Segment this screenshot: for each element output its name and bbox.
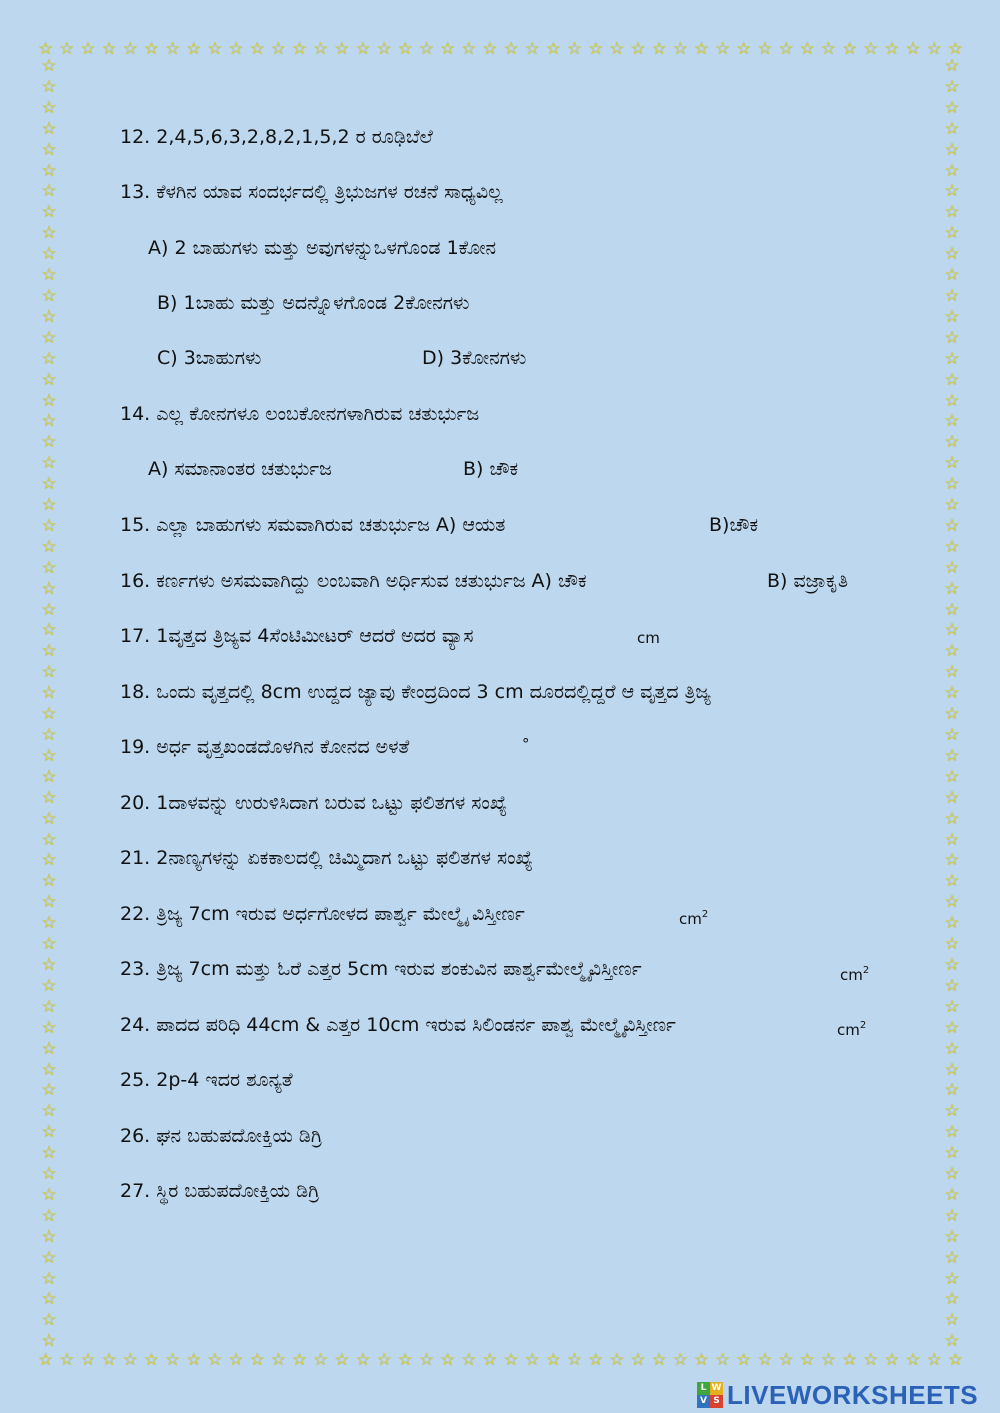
star-icon: ☆ bbox=[41, 1331, 57, 1351]
star-icon: ☆ bbox=[334, 1349, 350, 1370]
question-13-option-c: C) 3ಬಾಹುಗಳು bbox=[157, 347, 262, 369]
star-icon: ☆ bbox=[841, 1349, 858, 1370]
star-icon: ☆ bbox=[944, 662, 960, 683]
question-13-option-d: D) 3ಕೋನಗಳು bbox=[422, 347, 527, 369]
star-icon: ☆ bbox=[944, 829, 960, 850]
star-icon: ☆ bbox=[41, 578, 57, 599]
star-icon: ☆ bbox=[41, 495, 57, 516]
star-icon: ☆ bbox=[841, 38, 858, 59]
star-icon: ☆ bbox=[41, 244, 57, 265]
question-18: 18. ಒಂದು ವೃತ್ತದಲ್ಲಿ 8cm ಉದ್ದದ ಜ್ಯಾವು ಕೇಂದ್ರದಿಂದ 3 cm ದೂರದಲ್ಲಿದ್ದರೆ ಆ ವೃತ್ತದ ತ್ರಿಜ್ಯ bbox=[120, 681, 711, 703]
star-icon: ☆ bbox=[101, 1349, 117, 1370]
star-icon: ☆ bbox=[944, 160, 960, 181]
star-icon: ☆ bbox=[249, 38, 265, 59]
star-icon: ☆ bbox=[609, 38, 625, 59]
star-icon: ☆ bbox=[41, 97, 57, 118]
liveworksheets-logo bbox=[697, 1378, 978, 1412]
star-icon: ☆ bbox=[944, 327, 960, 348]
star-icon: ☆ bbox=[41, 808, 57, 829]
star-icon: ☆ bbox=[630, 1349, 646, 1370]
star-icon: ☆ bbox=[926, 1349, 942, 1370]
star-icon: ☆ bbox=[944, 766, 960, 787]
star-icon: ☆ bbox=[944, 348, 960, 369]
star-icon: ☆ bbox=[715, 1349, 731, 1370]
star-icon: ☆ bbox=[863, 1349, 879, 1370]
star-icon: ☆ bbox=[41, 1226, 57, 1247]
star-icon: ☆ bbox=[944, 515, 960, 536]
star-icon: ☆ bbox=[944, 996, 960, 1017]
star-icon: ☆ bbox=[672, 38, 688, 59]
star-icon: ☆ bbox=[41, 1101, 57, 1122]
star-icon: ☆ bbox=[944, 1331, 960, 1351]
star-icon: ☆ bbox=[503, 38, 519, 59]
star-icon: ☆ bbox=[38, 38, 54, 59]
question-17: 17. 1ವೃತ್ತದ ತ್ರಿಜ್ಯವ 4ಸೆಂಟಿಮೀಟರ್ ಆದರೆ ಅದರ ವ್ಯಾಸ bbox=[120, 625, 474, 647]
star-icon: ☆ bbox=[334, 38, 350, 59]
star-icon: ☆ bbox=[41, 265, 57, 286]
star-icon: ☆ bbox=[944, 1226, 960, 1247]
star-icon: ☆ bbox=[41, 1038, 57, 1059]
question-16-option-b: B) ವಜ್ರಾಕೃತಿ bbox=[767, 570, 849, 592]
question-20: 20. 1ದಾಳವನ್ನು ಉರುಳಿಸಿದಾಗ ಬರುವ ಒಟ್ಟು ಫಲಿತಗಳ ಸಂಖ್ಯೆ bbox=[120, 792, 508, 814]
star-icon: ☆ bbox=[41, 1080, 57, 1101]
star-icon: ☆ bbox=[944, 97, 960, 118]
question-25: 25. 2p-4 ಇದರ ಶೂನ್ಯತೆ bbox=[120, 1069, 293, 1091]
star-icon: ☆ bbox=[41, 390, 57, 411]
star-icon: ☆ bbox=[944, 1122, 960, 1143]
star-icon: ☆ bbox=[778, 1349, 794, 1370]
unit-cm2: $cm^2$ bbox=[679, 909, 709, 928]
question-13-option-b: B) 1ಬಾಹು ಮತ್ತು ಅದನ್ನೊಳಗೊಂಡ 2ಕೋನಗಳು bbox=[157, 292, 470, 314]
star-icon: ☆ bbox=[944, 139, 960, 160]
star-icon: ☆ bbox=[863, 38, 879, 59]
star-icon: ☆ bbox=[944, 432, 960, 453]
star-icon: ☆ bbox=[944, 474, 960, 495]
star-icon: ☆ bbox=[944, 181, 960, 202]
star-icon: ☆ bbox=[376, 38, 392, 59]
star-icon: ☆ bbox=[947, 1349, 963, 1370]
star-icon: ☆ bbox=[41, 871, 57, 892]
star-icon: ☆ bbox=[944, 934, 960, 955]
star-icon: ☆ bbox=[41, 829, 57, 850]
question-13-option-a: A) 2 ಬಾಹುಗಳು ಮತ್ತು ಅವುಗಳನ್ನುಒಳಗೊಂಡ 1ಕೋನ bbox=[148, 237, 497, 259]
question-12: 12. 2,4,5,6,3,2,8,2,1,5,2 ರ ರೂಢಿಬೆಲೆ bbox=[120, 126, 433, 148]
star-icon: ☆ bbox=[41, 474, 57, 495]
star-icon: ☆ bbox=[41, 1247, 57, 1268]
star-icon: ☆ bbox=[944, 244, 960, 265]
star-icon: ☆ bbox=[41, 766, 57, 787]
star-icon: ☆ bbox=[905, 1349, 921, 1370]
star-icon: ☆ bbox=[41, 1268, 57, 1289]
star-icon: ☆ bbox=[41, 1164, 57, 1185]
star-icon: ☆ bbox=[143, 1349, 160, 1370]
unit-cm2: $cm^2$ bbox=[837, 1020, 867, 1039]
star-icon: ☆ bbox=[944, 725, 960, 745]
star-icon: ☆ bbox=[736, 38, 752, 59]
question-23: 23. ತ್ರಿಜ್ಯ 7cm ಮತ್ತು ಓರೆ ಎತ್ತರ 5cm ಇರುವ ಶಂಕುವಿನ ಪಾರ್ಶ್ವಮೇಲ್ಮೈವಿಸ್ತೀರ್ಣ bbox=[120, 958, 642, 980]
star-icon: ☆ bbox=[944, 1038, 960, 1059]
star-icon: ☆ bbox=[778, 38, 794, 59]
star-icon: ☆ bbox=[80, 38, 96, 59]
star-icon: ☆ bbox=[799, 38, 815, 59]
star-icon: ☆ bbox=[524, 38, 540, 59]
star-icon: ☆ bbox=[41, 892, 57, 913]
logo-wordmark: LIVEWORKSHEETS bbox=[727, 1379, 979, 1410]
star-icon: ☆ bbox=[313, 1349, 329, 1370]
star-icon: ☆ bbox=[545, 1349, 561, 1370]
logo-badge-icon: L W V S bbox=[697, 1382, 723, 1408]
star-icon: ☆ bbox=[944, 369, 960, 390]
star-icon: ☆ bbox=[41, 725, 57, 745]
star-icon: ☆ bbox=[461, 38, 477, 59]
star-icon: ☆ bbox=[41, 536, 57, 557]
star-icon: ☆ bbox=[651, 1349, 667, 1370]
star-icon: ☆ bbox=[59, 1349, 75, 1370]
star-icon: ☆ bbox=[905, 38, 921, 59]
star-icon: ☆ bbox=[249, 1349, 265, 1370]
star-icon: ☆ bbox=[609, 1349, 625, 1370]
star-icon: ☆ bbox=[41, 975, 57, 996]
star-icon: ☆ bbox=[944, 1268, 960, 1289]
star-icon: ☆ bbox=[545, 38, 561, 59]
star-icon: ☆ bbox=[41, 641, 57, 662]
star-icon: ☆ bbox=[439, 1349, 456, 1370]
star-icon: ☆ bbox=[41, 369, 57, 390]
star-icon: ☆ bbox=[291, 38, 308, 59]
star-icon: ☆ bbox=[41, 787, 57, 808]
star-icon: ☆ bbox=[944, 557, 960, 578]
star-icon: ☆ bbox=[944, 495, 960, 516]
star-icon: ☆ bbox=[944, 223, 960, 244]
star-icon: ☆ bbox=[186, 1349, 202, 1370]
star-icon: ☆ bbox=[41, 1122, 57, 1143]
star-icon: ☆ bbox=[41, 996, 57, 1017]
star-icon: ☆ bbox=[482, 1349, 498, 1370]
star-icon: ☆ bbox=[41, 432, 57, 453]
star-icon: ☆ bbox=[41, 913, 57, 934]
star-icon: ☆ bbox=[944, 599, 960, 620]
question-14: 14. ಎಲ್ಲ ಕೋನಗಳೂ ಲಂಬಕೋನಗಳಾಗಿರುವ ಚತುರ್ಭುಜ bbox=[120, 403, 480, 425]
star-icon: ☆ bbox=[41, 1143, 57, 1164]
star-icon: ☆ bbox=[757, 1349, 773, 1370]
star-icon: ☆ bbox=[313, 38, 329, 59]
star-icon: ☆ bbox=[799, 1349, 815, 1370]
star-icon: ☆ bbox=[38, 1349, 54, 1370]
star-icon: ☆ bbox=[944, 1143, 960, 1164]
star-icon: ☆ bbox=[41, 58, 57, 76]
star-icon: ☆ bbox=[207, 38, 223, 59]
star-icon: ☆ bbox=[757, 38, 773, 59]
star-icon: ☆ bbox=[41, 181, 57, 202]
star-icon: ☆ bbox=[41, 327, 57, 348]
star-icon: ☆ bbox=[947, 38, 963, 59]
star-icon: ☆ bbox=[566, 1349, 583, 1370]
unit-degree: ° bbox=[522, 735, 530, 753]
star-icon: ☆ bbox=[884, 1349, 900, 1370]
star-icon: ☆ bbox=[944, 850, 960, 871]
star-icon: ☆ bbox=[439, 38, 456, 59]
star-icon: ☆ bbox=[397, 1349, 413, 1370]
star-icon: ☆ bbox=[41, 306, 57, 327]
star-icon: ☆ bbox=[41, 662, 57, 683]
star-icon: ☆ bbox=[944, 975, 960, 996]
question-26: 26. ಘನ ಬಹುಪದೋಕ್ತಿಯ ಡಿಗ್ರಿ bbox=[120, 1125, 323, 1147]
question-14-option-a: A) ಸಮಾನಾಂತರ ಚತುರ್ಭುಜ bbox=[148, 458, 332, 480]
star-icon: ☆ bbox=[944, 306, 960, 327]
star-icon: ☆ bbox=[291, 1349, 308, 1370]
star-icon: ☆ bbox=[41, 1205, 57, 1226]
star-icon: ☆ bbox=[41, 453, 57, 474]
star-icon: ☆ bbox=[820, 38, 837, 59]
star-icon: ☆ bbox=[693, 1349, 710, 1370]
star-icon: ☆ bbox=[228, 38, 244, 59]
star-icon: ☆ bbox=[944, 745, 960, 766]
star-icon: ☆ bbox=[418, 38, 435, 59]
star-icon: ☆ bbox=[588, 38, 604, 59]
star-icon: ☆ bbox=[41, 620, 57, 641]
unit-cm: cm bbox=[637, 629, 660, 647]
question-14-option-b: B) ಚೌಕ bbox=[463, 458, 519, 480]
star-icon: ☆ bbox=[41, 118, 57, 139]
star-icon: ☆ bbox=[944, 787, 960, 808]
star-icon: ☆ bbox=[41, 745, 57, 766]
star-icon: ☆ bbox=[944, 390, 960, 411]
star-icon: ☆ bbox=[944, 1184, 960, 1205]
star-icon: ☆ bbox=[270, 38, 286, 59]
star-icon: ☆ bbox=[376, 1349, 392, 1370]
star-icon: ☆ bbox=[164, 38, 181, 59]
star-icon: ☆ bbox=[41, 160, 57, 181]
star-icon: ☆ bbox=[944, 202, 960, 223]
star-icon: ☆ bbox=[186, 38, 202, 59]
star-icon: ☆ bbox=[101, 38, 117, 59]
star-icon: ☆ bbox=[41, 515, 57, 536]
star-icon: ☆ bbox=[41, 683, 57, 704]
star-icon: ☆ bbox=[41, 850, 57, 871]
question-13: 13. ಕೆಳಗಿನ ಯಾವ ಸಂದರ್ಭದಲ್ಲಿ ತ್ರಿಭುಜಗಳ ರಚನೆ ಸಾಧ್ಯವಿಲ್ಲ bbox=[120, 181, 503, 203]
star-icon: ☆ bbox=[41, 1310, 57, 1331]
star-icon: ☆ bbox=[944, 265, 960, 286]
star-icon: ☆ bbox=[944, 641, 960, 662]
star-icon: ☆ bbox=[944, 285, 960, 306]
star-icon: ☆ bbox=[944, 1205, 960, 1226]
star-icon: ☆ bbox=[143, 38, 160, 59]
star-icon: ☆ bbox=[41, 1184, 57, 1205]
star-icon: ☆ bbox=[944, 871, 960, 892]
star-icon: ☆ bbox=[41, 1017, 57, 1038]
star-icon: ☆ bbox=[461, 1349, 477, 1370]
star-icon: ☆ bbox=[944, 704, 960, 725]
star-icon: ☆ bbox=[482, 38, 498, 59]
star-icon: ☆ bbox=[944, 1059, 960, 1080]
unit-cm2: $cm^2$ bbox=[840, 965, 870, 984]
question-21: 21. 2ನಾಣ್ಯಗಳನ್ನು ಏಕಕಾಲದಲ್ಲಿ ಚಿಮ್ಮಿದಾಗ ಒಟ್ಟು ಫಲಿತಗಳ ಸಂಖ್ಯೆ bbox=[120, 847, 533, 869]
star-icon: ☆ bbox=[41, 704, 57, 725]
star-icon: ☆ bbox=[41, 954, 57, 975]
star-icon: ☆ bbox=[944, 620, 960, 641]
star-icon: ☆ bbox=[884, 38, 900, 59]
star-icon: ☆ bbox=[41, 411, 57, 432]
star-icon: ☆ bbox=[41, 599, 57, 620]
star-icon: ☆ bbox=[228, 1349, 244, 1370]
star-icon: ☆ bbox=[944, 411, 960, 432]
star-icon: ☆ bbox=[41, 934, 57, 955]
star-icon: ☆ bbox=[41, 139, 57, 160]
star-icon: ☆ bbox=[820, 1349, 837, 1370]
star-icon: ☆ bbox=[944, 1017, 960, 1038]
star-icon: ☆ bbox=[566, 38, 583, 59]
star-icon: ☆ bbox=[41, 285, 57, 306]
star-icon: ☆ bbox=[588, 1349, 604, 1370]
star-icon: ☆ bbox=[80, 1349, 96, 1370]
star-icon: ☆ bbox=[944, 76, 960, 97]
star-icon: ☆ bbox=[944, 1289, 960, 1310]
star-icon: ☆ bbox=[944, 1247, 960, 1268]
star-icon: ☆ bbox=[944, 1310, 960, 1331]
star-icon: ☆ bbox=[715, 38, 731, 59]
star-icon: ☆ bbox=[164, 1349, 181, 1370]
star-icon: ☆ bbox=[122, 38, 138, 59]
star-icon: ☆ bbox=[944, 683, 960, 704]
star-icon: ☆ bbox=[355, 1349, 371, 1370]
star-icon: ☆ bbox=[630, 38, 646, 59]
star-icon: ☆ bbox=[41, 223, 57, 244]
question-15: 15. ಎಲ್ಲಾ ಬಾಹುಗಳು ಸಮವಾಗಿರುವ ಚತುರ್ಭುಜ A) ಆಯತ bbox=[120, 514, 506, 536]
star-icon: ☆ bbox=[944, 1080, 960, 1101]
star-icon: ☆ bbox=[207, 1349, 223, 1370]
star-icon: ☆ bbox=[355, 38, 371, 59]
star-icon: ☆ bbox=[693, 38, 710, 59]
star-icon: ☆ bbox=[944, 578, 960, 599]
question-22: 22. ತ್ರಿಜ್ಯ 7cm ಇರುವ ಅರ್ಧಗೋಳದ ಪಾರ್ಶ್ವ ಮೇಲ್ಮೈ ವಿಸ್ತೀರ್ಣ bbox=[120, 903, 525, 925]
star-icon: ☆ bbox=[41, 76, 57, 97]
star-icon: ☆ bbox=[59, 38, 75, 59]
star-icon: ☆ bbox=[41, 557, 57, 578]
star-icon: ☆ bbox=[944, 892, 960, 913]
star-icon: ☆ bbox=[270, 1349, 286, 1370]
star-icon: ☆ bbox=[736, 1349, 752, 1370]
question-24: 24. ಪಾದದ ಪರಿಧಿ 44cm & ಎತ್ತರ 10cm ಇರುವ ಸಿಲಿಂಡರ್ನ ಪಾಶ್ವ ಮೇಲ್ಮೈವಿಸ್ತೀರ್ಣ bbox=[120, 1014, 676, 1036]
star-icon: ☆ bbox=[944, 118, 960, 139]
star-icon: ☆ bbox=[41, 202, 57, 223]
star-icon: ☆ bbox=[944, 913, 960, 934]
question-19: 19. ಅರ್ಧ ವೃತ್ತಖಂಡದೊಳಗಿನ ಕೋನದ ಅಳತೆ bbox=[120, 736, 410, 758]
star-icon: ☆ bbox=[418, 1349, 435, 1370]
question-16: 16. ಕರ್ಣಗಳು ಅಸಮವಾಗಿದ್ದು ಲಂಬವಾಗಿ ಅರ್ಧಿಸುವ ಚತುರ್ಭುಜ A) ಚೌಕ bbox=[120, 570, 587, 592]
star-icon: ☆ bbox=[944, 1101, 960, 1122]
star-icon: ☆ bbox=[397, 38, 413, 59]
star-icon: ☆ bbox=[41, 1289, 57, 1310]
question-15-option-b: B)ಚೌಕ bbox=[709, 514, 759, 536]
star-icon: ☆ bbox=[944, 808, 960, 829]
star-icon: ☆ bbox=[41, 348, 57, 369]
question-27: 27. ಸ್ಥಿರ ಬಹುಪದೋಕ್ತಿಯ ಡಿಗ್ರಿ bbox=[120, 1180, 320, 1202]
star-icon: ☆ bbox=[672, 1349, 688, 1370]
star-icon: ☆ bbox=[503, 1349, 519, 1370]
star-icon: ☆ bbox=[926, 38, 942, 59]
star-icon: ☆ bbox=[944, 453, 960, 474]
star-icon: ☆ bbox=[944, 1164, 960, 1185]
star-icon: ☆ bbox=[651, 38, 667, 59]
star-icon: ☆ bbox=[524, 1349, 540, 1370]
star-icon: ☆ bbox=[944, 954, 960, 975]
star-icon: ☆ bbox=[122, 1349, 138, 1370]
star-icon: ☆ bbox=[41, 1059, 57, 1080]
star-icon: ☆ bbox=[944, 58, 960, 76]
star-icon: ☆ bbox=[944, 536, 960, 557]
